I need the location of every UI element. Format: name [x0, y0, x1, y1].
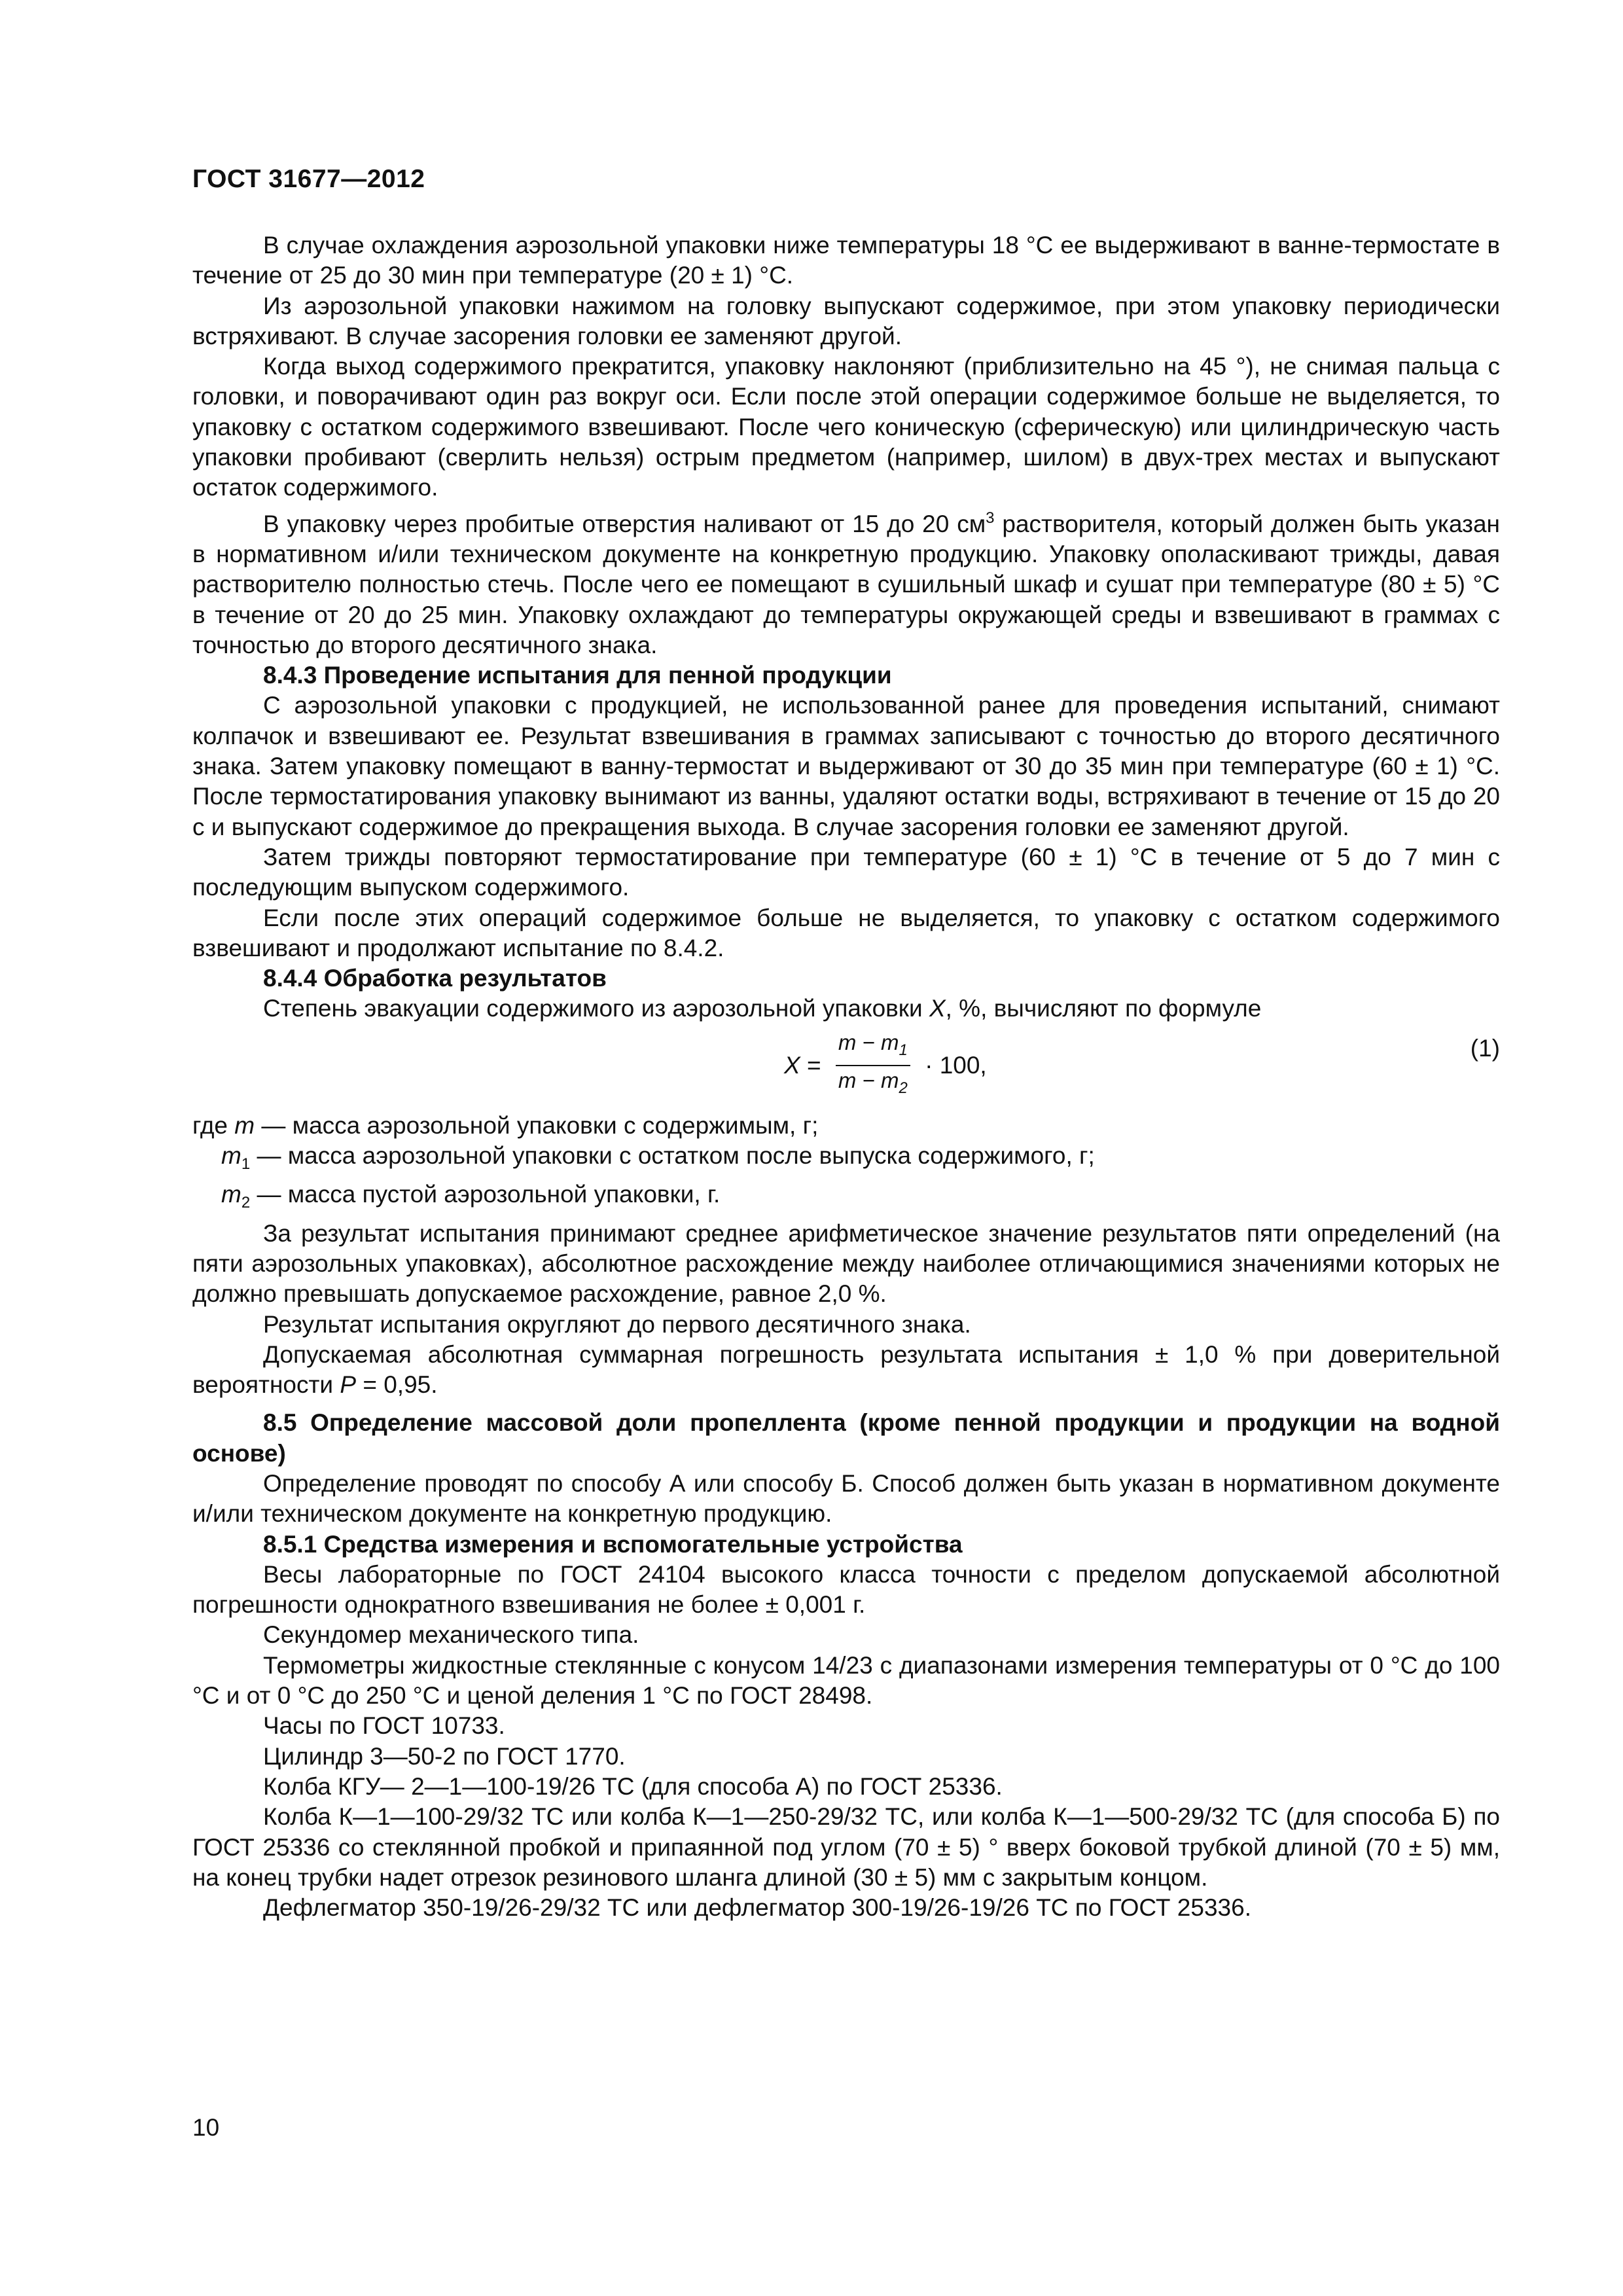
paragraph: В случае охлаждения аэрозольной упаковки ниже температуры 18 °С ее выдерживают в ванне-термостате в течение от 25 до 30 мин при температуре (20 ± 1) °С. — [192, 232, 1500, 289]
definition-text: — масса аэрозольной упаковки с содержимым, г; — [255, 1111, 819, 1139]
text-run: = 0,95. — [356, 1371, 438, 1399]
subscript: 1 — [241, 1155, 251, 1174]
paragraph — [192, 503, 1500, 660]
paragraph: Когда выход содержимого прекратится, упаковку наклоняют (приблизительно на 45 °), не снимая пальца с головки, и поворачивают один раз вокруг оси. Если после этой операции содержимое больше не выделяется, то упаковку с остатком содержимого взвешивают. После чего коническую (сферическую) или цилиндрическую часть упаковки пробивают (сверлить нельзя) острым предметом (например, шилом) в двух-трех местах и выпускают остаток содержимого. — [192, 353, 1500, 501]
numerator-subscript: 1 — [899, 1041, 908, 1059]
paragraph: Определение проводят по способу А или способу Б. Способ должен быть указан в нормативном документе и/или техническом документе на конкретную продукцию. — [192, 1469, 1500, 1528]
denominator-text: m − m — [838, 1067, 899, 1092]
where-lead: где — [192, 1111, 235, 1139]
paragraph: Секундомер механического типа. — [263, 1621, 639, 1649]
numerator-text: m − m — [838, 1030, 899, 1054]
paragraph: За результат испытания принимают среднее арифметическое значение результатов пяти определений (на пяти аэрозольных упаковках), абсолютное расхождение между наиболее отличающимися значениями которых не должно превышать допускаемое расхождение, равное 2,0 %. — [192, 1219, 1500, 1308]
paragraph: Из аэрозольной упаковки нажимом на головку выпускают содержимое, при этом упаковку периодически встряхивают. В случае засорения головки ее заменяют другой. — [192, 292, 1500, 350]
text-run: Степень эвакуации содержимого из аэрозольной упаковки — [263, 995, 929, 1022]
document-header: ГОСТ 31677—2012 — [192, 165, 425, 193]
formula-number: (1) — [1470, 1034, 1500, 1062]
section-heading-8-4-3: 8.4.3 Проведение испытания для пенной продукции — [263, 662, 892, 689]
paragraph: Результат испытания округляют до первого десятичного знака. — [263, 1310, 971, 1338]
definition-m2 — [192, 1179, 1500, 1218]
text-run: Допускаемая абсолютная суммарная погрешность результата испытания ± 1,0 % при доверительной вероятности — [192, 1340, 1500, 1399]
formula-denominator — [836, 1066, 910, 1102]
subscript: 2 — [241, 1194, 251, 1212]
section-heading-8-5: 8.5 Определение массовой доли пропеллента (кроме пенной продукции и продукции на водной основе) — [192, 1409, 1500, 1467]
variable-p: Р — [340, 1371, 357, 1399]
document-body — [192, 230, 1500, 1923]
formula-equals: = — [800, 1051, 828, 1079]
formula-1 — [192, 1030, 1500, 1102]
formula-numerator — [836, 1030, 910, 1066]
definition-text: — масса пустой аэрозольной упаковки, г. — [250, 1181, 721, 1208]
denominator-subscript: 2 — [899, 1079, 908, 1097]
text-run: В упаковку через пробитые отверстия наливают от 15 до 20 см — [263, 510, 986, 537]
paragraph — [192, 994, 1500, 1024]
paragraph: Колба КГУ— 2—1—100-19/26 ТС (для способа А) по ГОСТ 25336. — [263, 1772, 1003, 1800]
definition-m1 — [192, 1141, 1500, 1179]
paragraph: Цилиндр 3—50-2 по ГОСТ 1770. — [263, 1742, 626, 1770]
formula-lhs: X — [784, 1051, 800, 1079]
formula-expression — [784, 1030, 987, 1102]
section-heading-8-5-1: 8.5.1 Средства измерения и вспомогательные устройства — [263, 1530, 963, 1558]
paragraph: Если после этих операций содержимое больше не выделяется, то упаковку с остатком содержимого взвешивают и продолжают испытание по 8.4.2. — [192, 904, 1500, 961]
paragraph: С аэрозольной упаковки с продукцией, не использованной ранее для проведения испытаний, снимают колпачок и взвешивают ее. Результат взвешивания в граммах записывают с точностью до второго десятичного знака. Затем упаковку помещают в ванну-термостат и выдерживают от 30 до 35 мин при температуре (60 ± 1) °С. После термостатирования упаковку вынимают из ванны, удаляют остатки воды, встряхивают в течение от 15 до 20 с и выпускают содержимое до прекращения выхода. В случае засорения головки ее заменяют другой. — [192, 692, 1500, 840]
variable-m2: m — [221, 1181, 241, 1208]
paragraph: Дефлегматор 350-19/26-29/32 ТС или дефлегматор 300-19/26-19/26 ТС по ГОСТ 25336. — [263, 1894, 1251, 1922]
definition-m — [192, 1111, 1500, 1141]
paragraph — [192, 1340, 1500, 1401]
variable-m: m — [234, 1111, 255, 1139]
superscript: 3 — [986, 509, 995, 527]
text-run: , %, вычисляют по формуле — [945, 995, 1262, 1022]
formula-fraction — [836, 1030, 910, 1102]
paragraph: Затем трижды повторяют термостатирование при температуре (60 ± 1) °С в течение от 5 до 7 мин с последующим выпуском содержимого. — [192, 843, 1500, 901]
variable-m1: m — [221, 1142, 241, 1170]
page-number: 10 — [192, 2114, 220, 2141]
text-run: растворителя, который должен быть указан в нормативном и/или техническом документе на конкретную продукцию. Упаковку ополаскивают трижды, давая растворителю полностью стечь. После чего ее помещают в сушильный шкаф и сушат при температуре (80 ± 5) °С в течение от 20 до 25 мин. Упаковку охлаждают до температуры окружающей среды и взвешивают в граммах с точностью до второго десятичного знака. — [192, 510, 1500, 658]
paragraph: Колба К—1—100-29/32 ТС или колба К—1—250-29/32 ТС, или колба К—1—500-29/32 ТС (для способа Б) по ГОСТ 25336 со стеклянной пробкой и припаянной под углом (70 ± 5) ° вверх боковой трубкой длиной (70 ± 5) мм, на конец трубки надет отрезок резинового шланга длиной (30 ± 5) мм с закрытым концом. — [192, 1803, 1500, 1891]
paragraph: Весы лабораторные по ГОСТ 24104 высокого класса точности с пределом допускаемой абсолютной погрешности однократного взвешивания не более ± 0,001 г. — [192, 1560, 1500, 1619]
paragraph: Термометры жидкостные стеклянные с конусом 14/23 с диапазонами измерения температуры от 0 °С до 100 °С и от 0 °С до 250 °С и ценой деления 1 °С по ГОСТ 28498. — [192, 1651, 1500, 1710]
variable-x: X — [929, 995, 946, 1022]
definition-text: — масса аэрозольной упаковки с остатком после выпуска содержимого, г; — [250, 1142, 1095, 1170]
paragraph: Часы по ГОСТ 10733. — [263, 1712, 505, 1740]
formula-tail: · 100, — [918, 1051, 987, 1079]
section-heading-8-4-4: 8.4.4 Обработка результатов — [263, 965, 607, 992]
